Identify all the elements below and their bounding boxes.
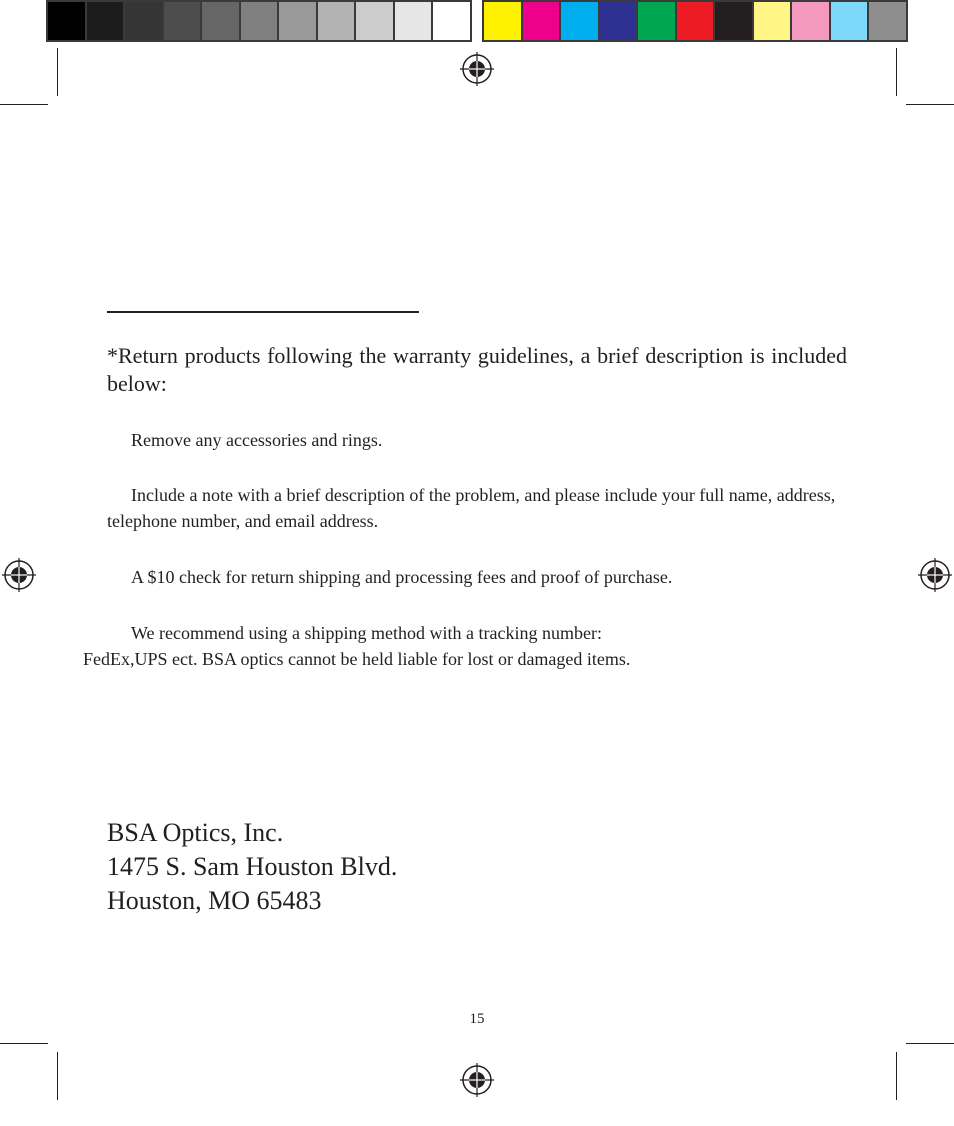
color-swatch-4 [600, 2, 637, 40]
instruction-item-check: A $10 check for return shipping and processing fees and proof of purchase. [131, 567, 673, 587]
gray-swatch-3 [125, 2, 162, 40]
color-swatch-8 [754, 2, 791, 40]
shipping-line-2: FedEx,UPS ect. BSA optics cannot be held liable for lost or damaged items. [83, 649, 631, 669]
registration-mark-left-icon [2, 558, 36, 592]
company-city: Houston, MO 65483 [107, 886, 322, 915]
warranty-intro-text: *Return products following the warranty guidelines, a brief description is included below: [107, 343, 847, 396]
registration-mark-top-icon [460, 52, 494, 86]
gray-swatch-4 [164, 2, 201, 40]
crop-mark-bottom-left-v [57, 1052, 58, 1100]
gray-swatch-5 [202, 2, 239, 40]
footnote-rule [107, 311, 419, 313]
crop-mark-bottom-left-h [0, 1043, 48, 1044]
crop-mark-bottom-right-h [906, 1043, 954, 1044]
company-address [107, 816, 397, 918]
color-swatch-7 [715, 2, 752, 40]
color-swatch-11 [869, 2, 906, 40]
registration-mark-right-icon [918, 558, 952, 592]
gray-swatch-10 [395, 2, 432, 40]
instruction-item-note: Include a note with a brief description of the problem, and please include your full name, address, telephone number, and email address. [107, 485, 836, 531]
color-swatch-9 [792, 2, 829, 40]
crop-mark-top-left-h [0, 104, 48, 105]
crop-mark-top-right-v [896, 48, 897, 96]
shipping-line-1: We recommend using a shipping method with a tracking number: [131, 623, 602, 643]
crop-mark-top-right-h [906, 104, 954, 105]
gray-swatch-7 [279, 2, 316, 40]
registration-mark-bottom-icon [460, 1063, 494, 1097]
gray-swatch-2 [87, 2, 124, 40]
grayscale-color-bar [46, 0, 472, 42]
page-number: 15 [469, 1011, 485, 1027]
gray-swatch-6 [241, 2, 278, 40]
gray-swatch-9 [356, 2, 393, 40]
gray-swatch-8 [318, 2, 355, 40]
color-swatch-3 [561, 2, 598, 40]
gray-swatch-11 [433, 2, 470, 40]
color-swatch-1 [484, 2, 521, 40]
crop-mark-bottom-right-v [896, 1052, 897, 1100]
company-name: BSA Optics, Inc. [107, 818, 284, 847]
color-swatch-10 [831, 2, 868, 40]
gray-swatch-1 [48, 2, 85, 40]
color-swatch-6 [677, 2, 714, 40]
color-swatch-2 [523, 2, 560, 40]
process-color-bar [482, 0, 908, 42]
instruction-item-accessories: Remove any accessories and rings. [131, 430, 383, 450]
crop-mark-top-left-v [57, 48, 58, 96]
instruction-item-shipping [83, 620, 849, 672]
color-swatch-5 [638, 2, 675, 40]
company-street: 1475 S. Sam Houston Blvd. [107, 852, 398, 881]
